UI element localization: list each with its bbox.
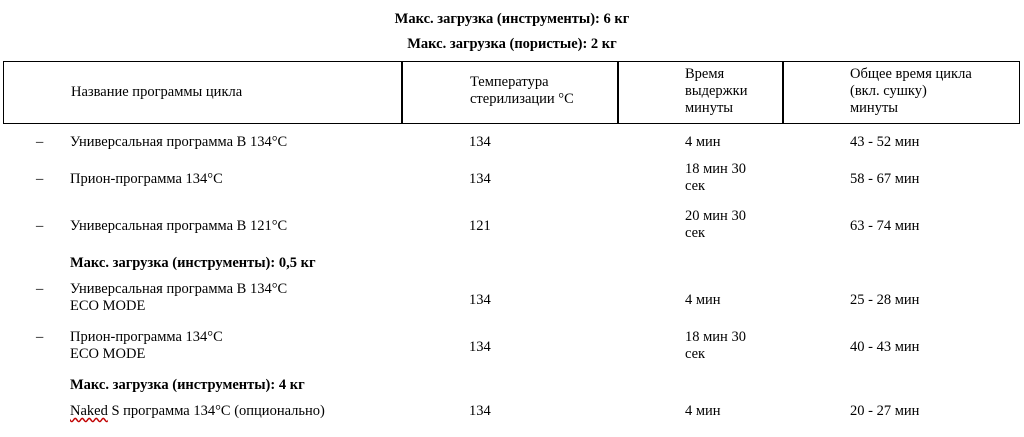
total-time: 40 - 43 мин (850, 339, 920, 355)
sterilization-temp: 134 (469, 292, 491, 308)
row-dash: – (36, 134, 44, 150)
program-name: Универсальная программа B 121°C (70, 218, 288, 234)
sterilization-temp: 121 (469, 218, 491, 234)
sterilization-temp: 134 (469, 339, 491, 355)
section-header-naked: Макс. загрузка (инструменты): 4 кг (70, 377, 305, 393)
section-header-eco: Макс. загрузка (инструменты): 0,5 кг (70, 255, 316, 271)
header-cell-program-name (3, 61, 402, 124)
hold-time: 4 мин (685, 134, 721, 150)
header-cell-hold-time (618, 61, 783, 124)
sterilization-temp: 134 (469, 403, 491, 419)
hold-time: 4 мин (685, 403, 721, 419)
total-time: 25 - 28 мин (850, 292, 920, 308)
total-time: 58 - 67 мин (850, 171, 920, 187)
program-name: Универсальная программа B 134°C (70, 134, 288, 150)
sterilization-temp: 134 (469, 134, 491, 150)
column-header-hold-time: Время выдержки минуты (685, 66, 748, 116)
column-header-program-name: Название программы цикла (71, 84, 243, 100)
sterilization-temp: 134 (469, 171, 491, 187)
row-dash: – (36, 281, 44, 297)
hold-time: 18 мин 30 сек (685, 329, 746, 362)
row-dash: – (36, 218, 44, 234)
total-time: 63 - 74 мин (850, 218, 920, 234)
program-name: Универсальная программа B 134°C ECO MODE (70, 281, 288, 314)
hold-time: 18 мин 30 сек (685, 161, 746, 194)
program-name (70, 403, 325, 420)
hold-time: 20 мин 30 сек (685, 208, 746, 241)
row-dash: – (36, 329, 44, 345)
row-dash: – (36, 171, 44, 187)
program-name: Прион-программа 134°C (70, 171, 223, 187)
heading-max-load-instruments: Макс. загрузка (инструменты): 6 кг (394, 11, 630, 27)
column-header-temperature: Температура стерилизации °C (470, 74, 574, 107)
spellcheck-underlined-word: Naked (70, 403, 108, 419)
total-time: 43 - 52 мин (850, 134, 920, 150)
heading-max-load-porous: Макс. загрузка (пористые): 2 кг (407, 36, 617, 52)
total-time: 20 - 27 мин (850, 403, 920, 419)
column-header-total-time: Общее время цикла (вкл. сушку) минуты (850, 66, 972, 116)
header-cell-temperature (402, 61, 618, 124)
hold-time: 4 мин (685, 292, 721, 308)
header-cell-total-time (783, 61, 1020, 124)
program-name: Прион-программа 134°C ECO MODE (70, 329, 223, 362)
program-name-rest: S программа 134°C (опционально) (107, 403, 325, 419)
